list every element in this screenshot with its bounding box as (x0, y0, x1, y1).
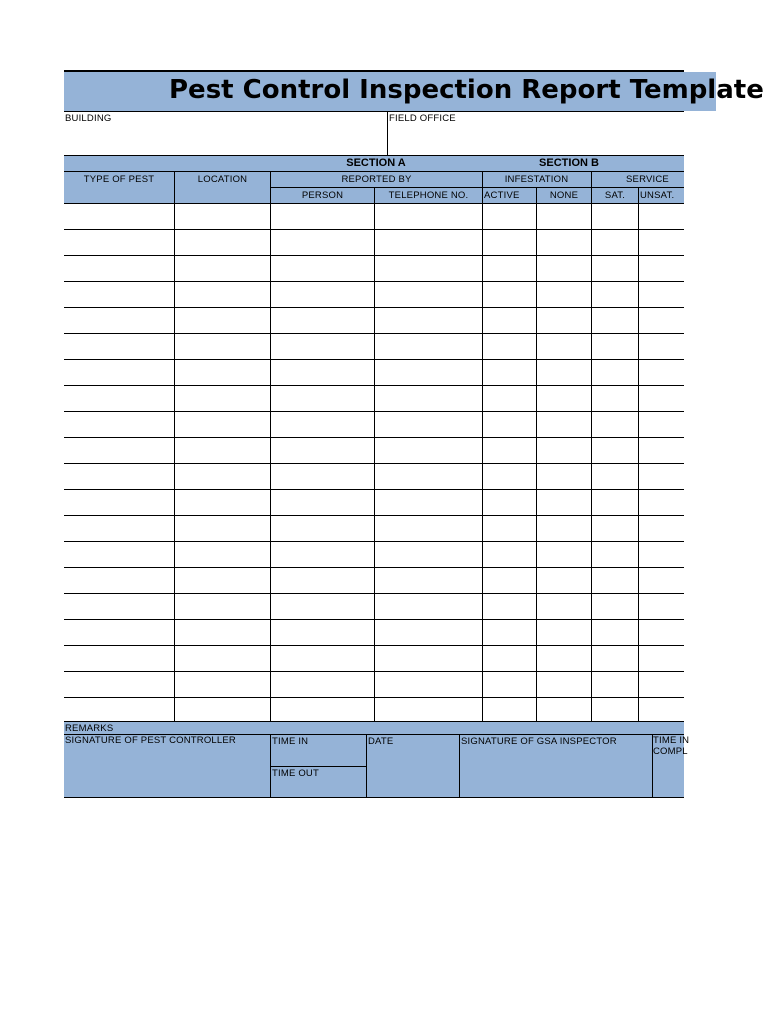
remarks-label: REMARKS (65, 723, 114, 734)
cell-active[interactable] (483, 204, 536, 229)
cell-unsat[interactable] (639, 360, 684, 385)
cell-location[interactable] (175, 334, 270, 359)
cell-unsat[interactable] (639, 542, 684, 567)
cell-telephone[interactable] (375, 646, 482, 671)
cell-none[interactable] (537, 308, 591, 333)
cell-none[interactable] (537, 412, 591, 437)
cell-none[interactable] (537, 672, 591, 697)
table-row (64, 490, 684, 516)
cell-unsat[interactable] (639, 646, 684, 671)
cell-person[interactable] (271, 568, 374, 593)
cell-none[interactable] (537, 256, 591, 281)
col-person: PERSON (301, 190, 344, 201)
cell-person[interactable] (271, 334, 374, 359)
cell-person[interactable] (271, 230, 374, 255)
cell-sat[interactable] (592, 516, 638, 541)
cell-unsat[interactable] (639, 438, 684, 463)
cell-none[interactable] (537, 386, 591, 411)
cell-telephone[interactable] (375, 386, 482, 411)
building-field[interactable] (64, 124, 386, 154)
cell-telephone[interactable] (375, 698, 482, 723)
col-reported-by: REPORTED BY (341, 174, 412, 185)
cell-sat[interactable] (592, 620, 638, 645)
table-row (64, 646, 684, 672)
building-label: BUILDING (65, 113, 112, 124)
cell-person[interactable] (271, 204, 374, 229)
col-type-of-pest: TYPE OF PEST (83, 174, 155, 185)
cell-active[interactable] (483, 568, 536, 593)
table-row (64, 282, 684, 308)
cell-unsat[interactable] (639, 230, 684, 255)
col-infestation: INFESTATION (504, 174, 569, 185)
table-row (64, 386, 684, 412)
col-telephone: TELEPHONE NO. (388, 190, 469, 201)
cell-active[interactable] (483, 464, 536, 489)
cell-sat[interactable] (592, 412, 638, 437)
col-sat: SAT. (604, 190, 626, 201)
table-row (64, 438, 684, 464)
table-row (64, 516, 684, 542)
cell-sat[interactable] (592, 230, 638, 255)
cell-none[interactable] (537, 490, 591, 515)
cell-type-of-pest[interactable] (65, 620, 174, 645)
cell-active[interactable] (483, 412, 536, 437)
time-in-label: TIME IN (272, 736, 309, 747)
cell-telephone[interactable] (375, 594, 482, 619)
cell-unsat[interactable] (639, 334, 684, 359)
cell-location[interactable] (175, 412, 270, 437)
section-a-label: SECTION A (346, 157, 406, 169)
cell-unsat[interactable] (639, 282, 684, 307)
table-row (64, 672, 684, 698)
footer-bottom-rule (64, 797, 684, 798)
field-office-field[interactable] (389, 124, 684, 154)
cell-unsat[interactable] (639, 412, 684, 437)
col-active: ACTIVE (484, 190, 520, 201)
table-row (64, 308, 684, 334)
cell-none[interactable] (537, 594, 591, 619)
cell-person[interactable] (271, 256, 374, 281)
col-service: SERVICE (626, 174, 669, 185)
col-unsat: UNSAT. (640, 190, 675, 201)
cell-type-of-pest[interactable] (65, 672, 174, 697)
cell-telephone[interactable] (375, 412, 482, 437)
cell-sat[interactable] (592, 568, 638, 593)
cell-none[interactable] (537, 438, 591, 463)
cell-none[interactable] (537, 204, 591, 229)
cell-sat[interactable] (592, 594, 638, 619)
cell-type-of-pest[interactable] (65, 438, 174, 463)
section-b-label: SECTION B (539, 157, 599, 169)
cell-location[interactable] (175, 308, 270, 333)
cell-active[interactable] (483, 308, 536, 333)
cell-active[interactable] (483, 542, 536, 567)
cell-none[interactable] (537, 646, 591, 671)
cell-none[interactable] (537, 282, 591, 307)
cell-telephone[interactable] (375, 308, 482, 333)
cell-type-of-pest[interactable] (65, 698, 174, 723)
cell-sat[interactable] (592, 386, 638, 411)
cell-active[interactable] (483, 672, 536, 697)
col-none: NONE (549, 190, 579, 201)
cell-sat[interactable] (592, 672, 638, 697)
cell-none[interactable] (537, 230, 591, 255)
cell-location[interactable] (175, 360, 270, 385)
cell-unsat[interactable] (639, 464, 684, 489)
cell-location[interactable] (175, 620, 270, 645)
table-row (64, 542, 684, 568)
cell-type-of-pest[interactable] (65, 490, 174, 515)
cell-location[interactable] (175, 516, 270, 541)
cell-active[interactable] (483, 282, 536, 307)
cell-none[interactable] (537, 620, 591, 645)
cell-telephone[interactable] (375, 568, 482, 593)
footer-signature-rule (64, 734, 684, 735)
cell-location[interactable] (175, 698, 270, 723)
col-location: LOCATION (197, 174, 248, 185)
cell-location[interactable] (175, 282, 270, 307)
cell-person[interactable] (271, 516, 374, 541)
cell-unsat[interactable] (639, 698, 684, 723)
cell-person[interactable] (271, 464, 374, 489)
cell-person[interactable] (271, 542, 374, 567)
cell-sat[interactable] (592, 308, 638, 333)
cell-person[interactable] (271, 594, 374, 619)
cell-none[interactable] (537, 334, 591, 359)
cell-telephone[interactable] (375, 282, 482, 307)
cell-location[interactable] (175, 646, 270, 671)
cell-unsat[interactable] (639, 204, 684, 229)
cell-active[interactable] (483, 490, 536, 515)
signature-pest-controller-label: SIGNATURE OF PEST CONTROLLER (65, 735, 236, 746)
cell-type-of-pest[interactable] (65, 256, 174, 281)
cell-telephone[interactable] (375, 464, 482, 489)
cell-active[interactable] (483, 438, 536, 463)
cell-telephone[interactable] (375, 360, 482, 385)
cell-person[interactable] (271, 438, 374, 463)
cell-unsat[interactable] (639, 386, 684, 411)
cell-telephone[interactable] (375, 256, 482, 281)
cell-person[interactable] (271, 698, 374, 723)
time-in-compl-label: TIME IN COMPL (653, 735, 690, 757)
cell-unsat[interactable] (639, 568, 684, 593)
cell-person[interactable] (271, 620, 374, 645)
cell-person[interactable] (271, 360, 374, 385)
cell-telephone[interactable] (375, 334, 482, 359)
cell-none[interactable] (537, 464, 591, 489)
signature-gsa-field[interactable] (460, 747, 651, 796)
table-row (64, 568, 684, 594)
cell-sat[interactable] (592, 698, 638, 723)
cell-active[interactable] (483, 698, 536, 723)
cell-person[interactable] (271, 646, 374, 671)
cell-active[interactable] (483, 256, 536, 281)
cell-person[interactable] (271, 386, 374, 411)
cell-telephone[interactable] (375, 230, 482, 255)
cell-person[interactable] (271, 308, 374, 333)
cell-type-of-pest[interactable] (65, 308, 174, 333)
time-in-field[interactable] (271, 747, 365, 765)
cell-sat[interactable] (592, 438, 638, 463)
cell-type-of-pest[interactable] (65, 464, 174, 489)
time-out-field[interactable] (271, 779, 365, 796)
signature-pest-controller-field[interactable] (65, 747, 269, 796)
field-office-label: FIELD OFFICE (389, 113, 456, 124)
cell-sat[interactable] (592, 646, 638, 671)
cell-type-of-pest[interactable] (65, 568, 174, 593)
time-out-rule (270, 766, 366, 767)
cell-active[interactable] (483, 594, 536, 619)
cell-person[interactable] (271, 282, 374, 307)
cell-active[interactable] (483, 360, 536, 385)
cell-location[interactable] (175, 542, 270, 567)
cell-none[interactable] (537, 516, 591, 541)
cell-type-of-pest[interactable] (65, 334, 174, 359)
cell-location[interactable] (175, 386, 270, 411)
cell-location[interactable] (175, 256, 270, 281)
cell-unsat[interactable] (639, 672, 684, 697)
cell-type-of-pest[interactable] (65, 516, 174, 541)
cell-none[interactable] (537, 568, 591, 593)
cell-telephone[interactable] (375, 620, 482, 645)
table-row (64, 204, 684, 230)
date-field[interactable] (367, 747, 458, 796)
date-label: DATE (368, 736, 394, 747)
cell-active[interactable] (483, 386, 536, 411)
cell-type-of-pest[interactable] (65, 542, 174, 567)
cell-unsat[interactable] (639, 490, 684, 515)
cell-telephone[interactable] (375, 542, 482, 567)
table-row (64, 360, 684, 386)
cell-type-of-pest[interactable] (65, 282, 174, 307)
time-out-label: TIME OUT (272, 768, 319, 779)
cell-type-of-pest[interactable] (65, 204, 174, 229)
cell-unsat[interactable] (639, 308, 684, 333)
cell-sat[interactable] (592, 334, 638, 359)
footer-top-rule (64, 721, 684, 722)
cell-active[interactable] (483, 516, 536, 541)
cell-type-of-pest[interactable] (65, 646, 174, 671)
table-row (64, 594, 684, 620)
cell-unsat[interactable] (639, 620, 684, 645)
cell-unsat[interactable] (639, 516, 684, 541)
cell-telephone[interactable] (375, 438, 482, 463)
cell-active[interactable] (483, 230, 536, 255)
cell-sat[interactable] (592, 282, 638, 307)
cell-person[interactable] (271, 490, 374, 515)
cell-sat[interactable] (592, 360, 638, 385)
cell-location[interactable] (175, 594, 270, 619)
cell-unsat[interactable] (639, 594, 684, 619)
table-row (64, 464, 684, 490)
cell-sat[interactable] (592, 204, 638, 229)
header-rule-3 (270, 187, 684, 188)
cell-type-of-pest[interactable] (65, 230, 174, 255)
cell-location[interactable] (175, 438, 270, 463)
cell-active[interactable] (483, 334, 536, 359)
cell-telephone[interactable] (375, 516, 482, 541)
cell-location[interactable] (175, 464, 270, 489)
header-top-rule (64, 155, 684, 156)
cell-none[interactable] (537, 542, 591, 567)
cell-unsat[interactable] (639, 256, 684, 281)
cell-sat[interactable] (592, 490, 638, 515)
cell-active[interactable] (483, 646, 536, 671)
cell-type-of-pest[interactable] (65, 360, 174, 385)
cell-none[interactable] (537, 360, 591, 385)
cell-location[interactable] (175, 490, 270, 515)
cell-location[interactable] (175, 230, 270, 255)
table-row (64, 334, 684, 360)
cell-type-of-pest[interactable] (65, 594, 174, 619)
signature-gsa-label: SIGNATURE OF GSA INSPECTOR (461, 736, 617, 747)
cell-none[interactable] (537, 698, 591, 723)
cell-location[interactable] (175, 672, 270, 697)
cell-location[interactable] (175, 204, 270, 229)
cell-person[interactable] (271, 672, 374, 697)
field-office-divider (387, 111, 388, 156)
table-row (64, 230, 684, 256)
cell-person[interactable] (271, 412, 374, 437)
table-row (64, 620, 684, 646)
cell-location[interactable] (175, 568, 270, 593)
table-row (64, 412, 684, 438)
page-title: Pest Control Inspection Report Template (169, 75, 764, 105)
table-row (64, 256, 684, 282)
cell-type-of-pest[interactable] (65, 412, 174, 437)
cell-telephone[interactable] (375, 204, 482, 229)
cell-sat[interactable] (592, 464, 638, 489)
cell-sat[interactable] (592, 256, 638, 281)
cell-sat[interactable] (592, 542, 638, 567)
cell-type-of-pest[interactable] (65, 386, 174, 411)
cell-active[interactable] (483, 620, 536, 645)
footer-divider-4 (652, 734, 653, 798)
cell-telephone[interactable] (375, 672, 482, 697)
cell-telephone[interactable] (375, 490, 482, 515)
